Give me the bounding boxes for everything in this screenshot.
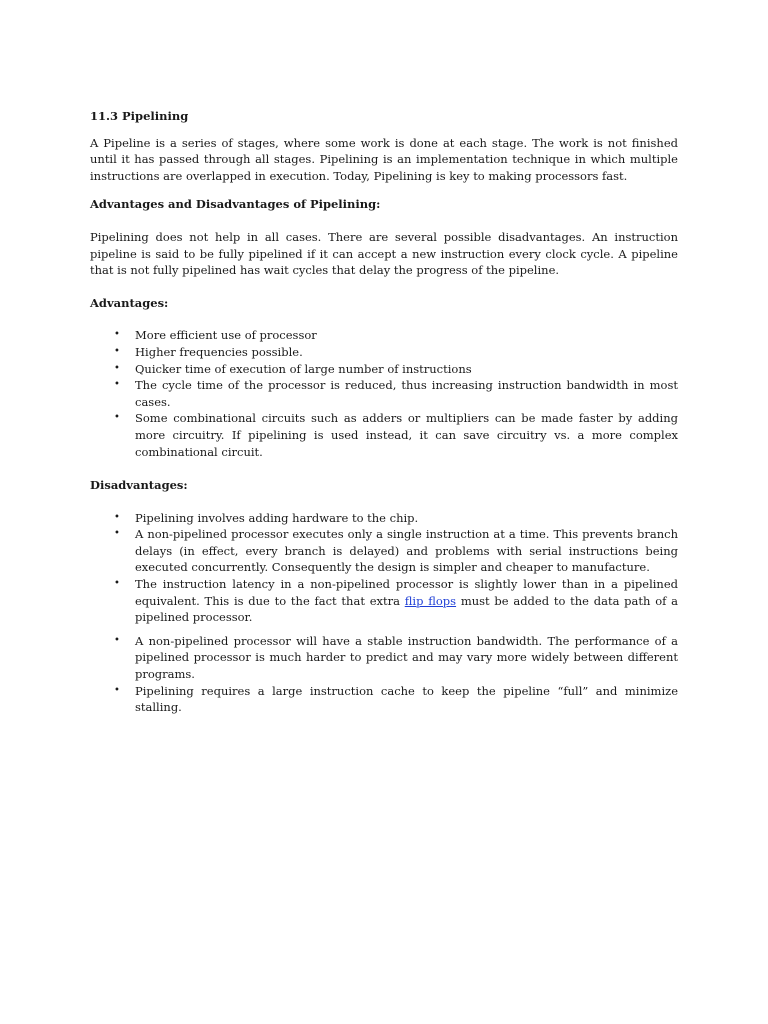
latency-text-before: The instruction latency in a non-pipelined processor is slightly lower than in a pipelined equivalent. This is due to the fact that extra: [135, 577, 678, 608]
advantages-heading: Advantages:: [90, 295, 169, 310]
intro-paragraph: A Pipeline is a series of stages, where some work is done at each stage. The work is not finished until it has passed through all stages. Pipelining is an implementation technique in which multiple instructions are overlapped in execution. Today, Pipelining is key to making processors fast.: [90, 135, 678, 183]
advantage-text: Some combinational circuits such as adders or multipliers can be made faster by adding more circuitry. If pipelining is used instead, it can save circuitry vs. a more complex combinational circuit.: [135, 411, 678, 459]
advantages-list: [90, 327, 678, 460]
disadvantage-text: [135, 577, 678, 624]
advantage-item: [90, 344, 678, 361]
bullet-icon: •: [114, 362, 120, 374]
latency-text-after: must be added to the data path of a pipelined processor.: [135, 593, 678, 625]
bullet-icon: •: [114, 345, 120, 357]
disadvantage-item: [90, 510, 678, 527]
disadvantage-item: [90, 683, 678, 716]
disadvantage-text: A non-pipelined processor executes only a single instruction at a time. This prevents branch delays (in effect, every branch is delayed) and problems with serial instructions being executed concurrently. Consequently the design is simpler and cheaper to manufacture.: [135, 527, 678, 575]
disadvantage-text: Pipelining requires a large instruction cache to keep the pipeline “full” and minimize stalling.: [135, 683, 678, 715]
disadvantage-item: [90, 633, 678, 683]
advantage-item: [90, 361, 678, 378]
disadvantages-list: [90, 510, 678, 716]
bullet-icon: •: [114, 379, 120, 391]
advantage-text: The cycle time of the processor is reduced, thus increasing instruction bandwidth in most cases.: [135, 378, 678, 409]
flip-flops-link[interactable]: flip flops: [404, 593, 457, 608]
advantage-text: Higher frequencies possible.: [135, 344, 303, 359]
adv-dis-heading: Advantages and Disadvantages of Pipelining:: [90, 197, 381, 212]
advantage-item: [90, 327, 678, 344]
advantage-item: [90, 377, 678, 410]
bullet-icon: •: [114, 684, 120, 696]
bullet-icon: •: [114, 412, 120, 424]
bullet-icon: •: [114, 528, 120, 540]
disadvantage-item: [90, 576, 678, 626]
disadvantage-text: Pipelining involves adding hardware to the chip.: [135, 510, 419, 525]
bullet-icon: •: [114, 578, 120, 590]
disadvantages-heading: Disadvantages:: [90, 478, 188, 493]
bullet-icon: •: [114, 634, 120, 646]
disadvantage-text: A non-pipelined processor will have a stable instruction bandwidth. The performance of a pipelined processor is much harder to predict and may vary more widely between different programs.: [135, 633, 678, 682]
section-heading: 11.3 Pipelining: [90, 109, 189, 123]
disadvantage-item: [90, 526, 678, 576]
advantage-item: [90, 410, 678, 460]
document-page: [90, 108, 678, 716]
cases-paragraph: Pipelining does not help in all cases. There are several possible disadvantages. An instruction pipeline is said to be fully pipelined if it can accept a new instruction every clock cycle. A pipeline that is not fully pipelined has wait cycles that delay the progress of the pipeline.: [90, 229, 678, 278]
bullet-icon: •: [114, 511, 120, 523]
bullet-icon: •: [114, 329, 120, 341]
advantage-text: More efficient use of processor: [135, 328, 317, 343]
advantage-text: Quicker time of execution of large number of instructions: [135, 361, 472, 376]
